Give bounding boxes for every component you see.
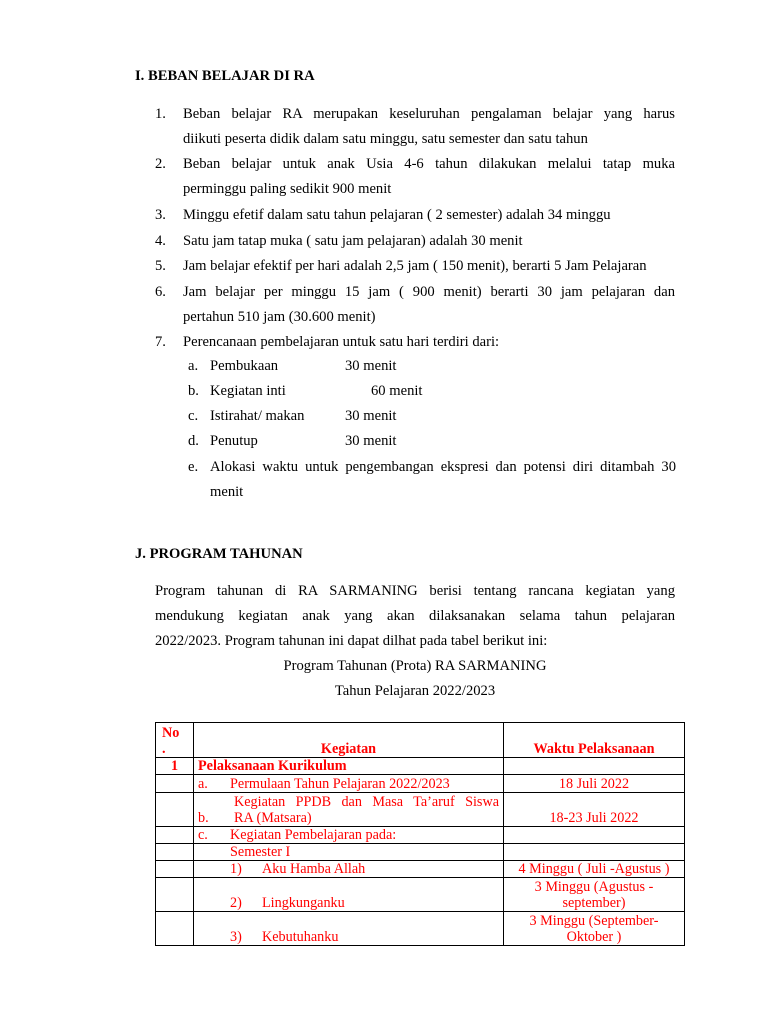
table-subtitle: Tahun Pelajaran 2022/2023 <box>334 683 496 699</box>
row-kegiatan-text: Permulaan Tahun Pelajaran 2022/2023 <box>230 776 450 792</box>
list-text: Satu jam tatap muka ( satu jam pelajaran) adalah 30 menit <box>183 233 523 249</box>
row-no <box>156 878 194 912</box>
sub-item-c <box>188 404 676 429</box>
sub-value: 30 menit <box>345 408 397 424</box>
row-waktu-text: 3 Minggu (Agustus - <box>534 879 654 895</box>
header-no-text: . <box>162 741 166 757</box>
list-number: 4. <box>155 233 166 249</box>
row-kegiatan-text: Kegiatan Pembelajaran pada: <box>230 827 397 843</box>
row-kegiatan <box>194 827 504 844</box>
table-row <box>156 861 685 878</box>
row-sub-number: 3) <box>230 929 242 945</box>
row-sub-number: 2) <box>230 895 242 911</box>
sub-item-a <box>188 354 676 379</box>
table-row <box>156 878 685 912</box>
row-waktu <box>504 827 685 844</box>
sub-number: c. <box>188 408 199 424</box>
row-no <box>156 861 194 878</box>
row-no <box>156 775 194 793</box>
row-sub-number: 1) <box>230 861 242 877</box>
program-paragraph <box>155 579 675 654</box>
sub-value: 60 menit <box>371 383 423 399</box>
row-waktu: 18-23 Juli 2022 <box>504 793 685 827</box>
row-kegiatan: Pelaksanaan Kurikulum <box>194 758 504 775</box>
row-waktu <box>504 878 685 912</box>
row-no <box>156 912 194 946</box>
row-letter: a. <box>198 776 208 792</box>
row-waktu-text: september) <box>562 895 626 911</box>
sub-value: 30 menit <box>345 433 397 449</box>
row-no: 1 <box>156 758 194 775</box>
list-number: 6. <box>155 284 166 300</box>
table-row <box>156 912 685 946</box>
row-waktu <box>504 912 685 946</box>
sub-item-d <box>188 429 676 454</box>
list-number: 3. <box>155 207 166 223</box>
row-letter: b. <box>198 810 209 826</box>
list-number: 1. <box>155 106 166 122</box>
table-row <box>156 793 685 827</box>
list-item-4 <box>155 229 675 254</box>
sub-label: Pembukaan <box>210 358 279 374</box>
row-waktu <box>504 844 685 861</box>
list-number: 2. <box>155 156 166 172</box>
list-item-5 <box>155 254 675 279</box>
header-waktu: Waktu Pelaksanaan <box>504 723 685 758</box>
row-kegiatan <box>194 844 504 861</box>
table-title: Program Tahunan (Prota) RA SARMANING <box>283 658 547 674</box>
row-waktu-text: Oktober ) <box>566 929 622 945</box>
row-kegiatan-text: Kebutuhanku <box>262 929 339 945</box>
list-text: Jam belajar per minggu 15 jam ( 900 menit) berarti 30 jam pelajaran dan <box>183 284 675 300</box>
row-kegiatan <box>194 861 504 878</box>
sub-label: Kegiatan inti <box>210 383 286 399</box>
list-item-3 <box>155 203 675 228</box>
sub-item-b <box>188 379 676 404</box>
row-kegiatan <box>194 775 504 793</box>
paragraph-line: mendukung kegiatan anak yang akan dilaksanakan selama tahun pelajaran <box>155 608 675 624</box>
list-item-2 <box>155 152 675 202</box>
row-no <box>156 793 194 827</box>
sub-number: a. <box>188 358 199 374</box>
list-text: perminggu paling sedikit 900 menit <box>183 181 392 197</box>
section-i-heading: I. BEBAN BELAJAR DI RA <box>135 68 315 84</box>
sub-item-e <box>188 455 676 505</box>
row-kegiatan-text: RA (Matsara) <box>234 810 312 826</box>
row-kegiatan-text: Lingkunganku <box>262 895 345 911</box>
sub-number: d. <box>188 433 199 449</box>
list-text: Minggu efetif dalam satu tahun pelajaran ( 2 semester) adalah 34 minggu <box>183 207 611 223</box>
paragraph-line: 2022/2023. Program tahunan ini dapat dilhat pada tabel berikut ini: <box>155 633 548 649</box>
sub-text: menit <box>210 484 244 500</box>
list-item-6 <box>155 280 675 330</box>
row-kegiatan-text: Semester I <box>230 844 291 860</box>
sub-label: Penutup <box>210 433 258 449</box>
row-kegiatan-text: Kegiatan PPDB dan Masa Ta’aruf Siswa <box>234 794 499 810</box>
table-row <box>156 775 685 793</box>
section-j-heading: J. PROGRAM TAHUNAN <box>135 546 303 562</box>
list-text: Perencanaan pembelajaran untuk satu hari terdiri dari: <box>183 334 500 350</box>
list-item-1 <box>155 102 675 152</box>
paragraph-line: Program tahunan di RA SARMANING berisi tentang rancana kegiatan yang <box>155 583 675 599</box>
row-kegiatan <box>194 878 504 912</box>
row-no <box>156 844 194 861</box>
table-row <box>156 827 685 844</box>
row-no <box>156 827 194 844</box>
sub-text: Alokasi waktu untuk pengembangan ekspresi dan potensi diri ditambah 30 <box>210 459 676 475</box>
table-row <box>156 844 685 861</box>
sub-number: b. <box>188 383 199 399</box>
list-number: 7. <box>155 334 166 350</box>
list-text: Jam belajar efektif per hari adalah 2,5 jam ( 150 menit), berarti 5 Jam Pelajaran <box>183 258 647 274</box>
table-row <box>156 758 685 775</box>
row-kegiatan <box>194 912 504 946</box>
row-letter: c. <box>198 827 208 843</box>
row-kegiatan-text: Aku Hamba Allah <box>262 861 366 877</box>
row-kegiatan <box>194 793 504 827</box>
sub-value: 30 menit <box>345 358 397 374</box>
header-no-text: No <box>162 725 180 741</box>
list-number: 5. <box>155 258 166 274</box>
list-text: pertahun 510 jam (30.600 menit) <box>183 309 376 325</box>
row-waktu: 4 Minggu ( Juli -Agustus ) <box>504 861 685 878</box>
sub-number: e. <box>188 459 199 475</box>
header-kegiatan: Kegiatan <box>194 723 504 758</box>
row-waktu: 18 Juli 2022 <box>504 775 685 793</box>
header-no <box>156 723 194 758</box>
sub-label: Istirahat/ makan <box>210 408 305 424</box>
list-text: Beban belajar untuk anak Usia 4-6 tahun dilakukan melalui tatap muka <box>183 156 675 172</box>
row-waktu-text: 3 Minggu (September- <box>529 913 659 929</box>
list-text: Beban belajar RA merupakan keseluruhan pengalaman belajar yang harus <box>183 106 675 122</box>
list-text: diikuti peserta didik dalam satu minggu, satu semester dan satu tahun <box>183 131 588 147</box>
table-header-row <box>156 723 685 758</box>
row-waktu <box>504 758 685 775</box>
prota-table <box>155 722 685 946</box>
list-item-7 <box>155 330 675 355</box>
